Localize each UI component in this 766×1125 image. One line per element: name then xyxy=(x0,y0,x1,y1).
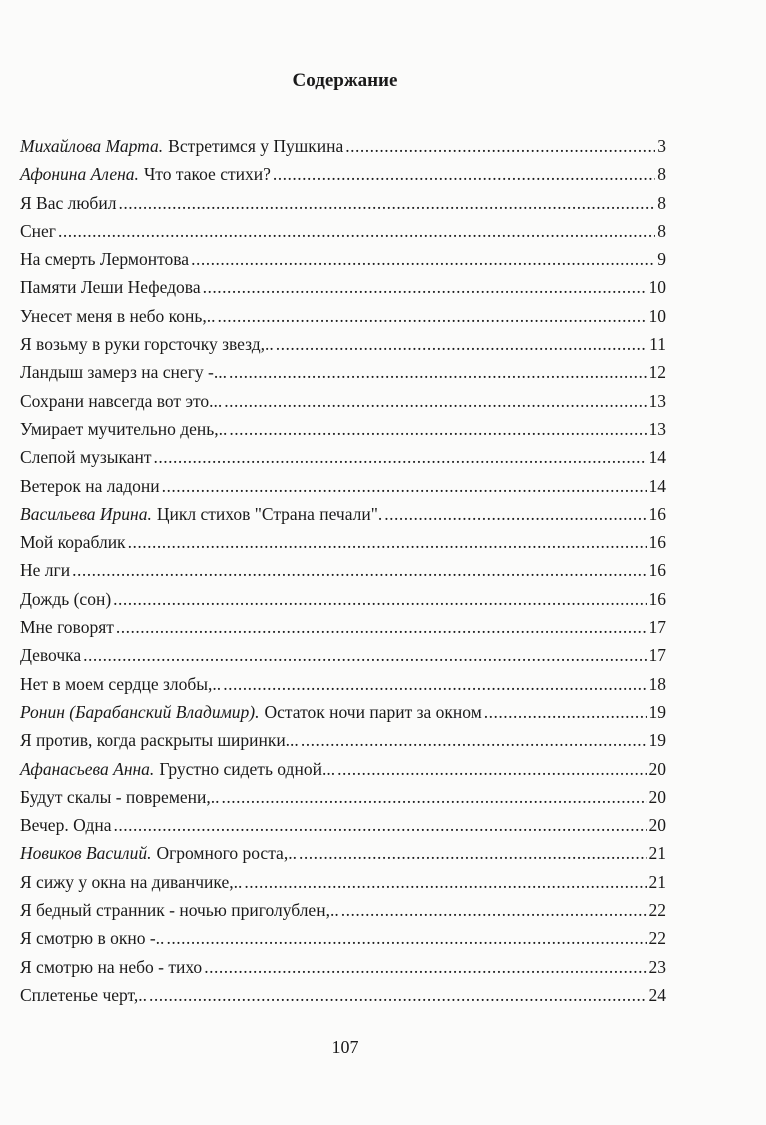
entry-title: Слепой музыкант xyxy=(20,447,152,468)
entry-page: 16 xyxy=(648,588,666,609)
entry-page: 20 xyxy=(648,758,666,779)
toc-entry xyxy=(20,726,666,754)
dot-leader xyxy=(72,556,646,584)
entry-page: 18 xyxy=(648,673,666,694)
toc-entry xyxy=(20,811,666,839)
entry-page: 22 xyxy=(648,928,666,949)
entry-author: Афонина Алена. xyxy=(20,164,139,185)
entry-page: 12 xyxy=(648,362,666,383)
entry-page: 16 xyxy=(648,532,666,553)
entry-title: Я смотрю в окно -.. xyxy=(20,928,165,949)
dot-leader xyxy=(204,953,646,981)
entry-page: 24 xyxy=(648,984,666,1005)
dot-leader xyxy=(229,358,647,386)
toc-entry xyxy=(20,585,666,613)
dot-leader xyxy=(113,585,646,613)
entry-page: 16 xyxy=(648,560,666,581)
toc-entry xyxy=(20,670,666,698)
dot-leader xyxy=(162,472,647,500)
entry-page: 21 xyxy=(648,871,666,892)
entry-page: 20 xyxy=(648,786,666,807)
toc-entry xyxy=(20,472,666,500)
entry-title: Что такое стихи? xyxy=(143,164,271,185)
entry-title: Не лги xyxy=(20,560,71,581)
toc-entry xyxy=(20,132,666,160)
dot-leader xyxy=(276,330,647,358)
entry-author: Ронин (Барабанский Владимир). xyxy=(20,701,260,722)
toc-entry xyxy=(20,868,666,896)
toc-entry xyxy=(20,387,666,415)
entry-title: Я сижу у окна на диванчике,.. xyxy=(20,871,243,892)
toc-entry xyxy=(20,245,666,273)
entry-author: Новиков Василий. xyxy=(20,843,152,864)
dot-leader xyxy=(118,189,655,217)
toc-entry xyxy=(20,698,666,726)
entry-page: 21 xyxy=(648,843,666,864)
table-of-contents xyxy=(20,132,666,1009)
toc-entry xyxy=(20,556,666,584)
entry-page: 8 xyxy=(657,164,666,185)
toc-entry xyxy=(20,613,666,641)
entry-page: 10 xyxy=(648,277,666,298)
toc-entry xyxy=(20,783,666,811)
entry-title: Огромного роста,.. xyxy=(156,843,297,864)
entry-title: Будут скалы - повремени,.. xyxy=(20,786,220,807)
entry-page: 8 xyxy=(657,192,666,213)
entry-title: Ландыш замерз на снегу -... xyxy=(20,362,227,383)
toc-entry xyxy=(20,443,666,471)
entry-title: Вечер. Одна xyxy=(20,815,112,836)
entry-title: Снег xyxy=(20,220,56,241)
entry-title: Мне говорят xyxy=(20,617,114,638)
dot-leader xyxy=(58,217,655,245)
entry-title: Сплетенье черт,.. xyxy=(20,984,147,1005)
entry-page: 16 xyxy=(648,503,666,524)
toc-entry xyxy=(20,839,666,867)
toc-entry xyxy=(20,500,666,528)
entry-page: 19 xyxy=(648,730,666,751)
entry-title: Сохрани навсегда вот это... xyxy=(20,390,223,411)
dot-leader xyxy=(337,755,646,783)
entry-author: Васильева Ирина. xyxy=(20,503,152,524)
dot-leader xyxy=(191,245,655,273)
entry-page: 17 xyxy=(648,645,666,666)
toc-entry xyxy=(20,981,666,1009)
entry-title: Ветерок на ладони xyxy=(20,475,160,496)
page-title: Содержание xyxy=(292,70,398,91)
entry-title: Цикл стихов "Страна печали". xyxy=(156,503,383,524)
entry-page: 17 xyxy=(648,617,666,638)
entry-author: Михайлова Марта. xyxy=(20,136,164,156)
entry-page: 8 xyxy=(657,220,666,241)
toc-entry xyxy=(20,896,666,924)
toc-entry xyxy=(20,924,666,952)
toc-entry xyxy=(20,641,666,669)
dot-leader xyxy=(166,924,646,952)
dot-leader xyxy=(224,387,646,415)
entry-author: Афанасьева Анна. xyxy=(20,758,155,779)
toc-entry xyxy=(20,330,666,358)
entry-title: Унесет меня в небо конь,.. xyxy=(20,305,216,326)
entry-title: Остаток ночи парит за окном xyxy=(264,701,482,722)
dot-leader xyxy=(154,443,647,471)
entry-title: Грустно сидеть одной... xyxy=(159,758,336,779)
entry-title: Я бедный странник - ночью приголублен,.. xyxy=(20,900,339,921)
dot-leader xyxy=(345,132,655,160)
entry-page: 14 xyxy=(648,475,666,496)
entry-page: 9 xyxy=(657,249,666,270)
dot-leader xyxy=(217,302,646,330)
dot-leader xyxy=(229,415,646,443)
entry-page: 13 xyxy=(648,390,666,411)
entry-title: Я Вас любил xyxy=(20,192,117,213)
entry-title: Я против, когда раскрыты ширинки... xyxy=(20,730,299,751)
entry-page: 22 xyxy=(648,900,666,921)
toc-entry xyxy=(20,217,666,245)
dot-leader xyxy=(301,726,647,754)
dot-leader xyxy=(384,500,646,528)
toc-entry xyxy=(20,528,666,556)
dot-leader xyxy=(149,981,647,1009)
entry-page: 13 xyxy=(648,418,666,439)
dot-leader xyxy=(83,641,646,669)
dot-leader xyxy=(116,613,647,641)
page-number: 107 xyxy=(331,1037,359,1057)
toc-entry xyxy=(20,755,666,783)
entry-page: 10 xyxy=(648,305,666,326)
entry-title: Нет в моем сердце злобы,.. xyxy=(20,673,222,694)
dot-leader xyxy=(341,896,647,924)
entry-page: 14 xyxy=(648,447,666,468)
dot-leader xyxy=(128,528,647,556)
entry-title: Встретимся у Пушкина xyxy=(168,136,344,156)
toc-entry xyxy=(20,302,666,330)
entry-title: Мой кораблик xyxy=(20,532,126,553)
entry-page: 23 xyxy=(648,956,666,977)
entry-page: 11 xyxy=(649,334,666,355)
dot-leader xyxy=(203,273,647,301)
entry-title: Девочка xyxy=(20,645,82,666)
entry-title: На смерть Лермонтова xyxy=(20,249,190,270)
dot-leader xyxy=(114,811,647,839)
dot-leader xyxy=(484,698,647,726)
entry-title: Памяти Леши Нефедова xyxy=(20,277,201,298)
entry-page: 20 xyxy=(648,815,666,836)
toc-entry xyxy=(20,415,666,443)
toc-entry xyxy=(20,358,666,386)
entry-title: Я возьму в руки горсточку звезд,.. xyxy=(20,334,274,355)
toc-entry xyxy=(20,160,666,188)
entry-page: 3 xyxy=(657,136,666,156)
entry-title: Умирает мучительно день,.. xyxy=(20,418,228,439)
toc-entry xyxy=(20,273,666,301)
dot-leader xyxy=(273,160,655,188)
entry-title: Я смотрю на небо - тихо xyxy=(20,956,203,977)
toc-entry xyxy=(20,189,666,217)
dot-leader xyxy=(299,839,647,867)
entry-title: Дождь (сон) xyxy=(20,588,112,609)
dot-leader xyxy=(222,783,647,811)
toc-entry xyxy=(20,953,666,981)
dot-leader xyxy=(223,670,646,698)
dot-leader xyxy=(244,868,646,896)
entry-page: 19 xyxy=(648,701,666,722)
